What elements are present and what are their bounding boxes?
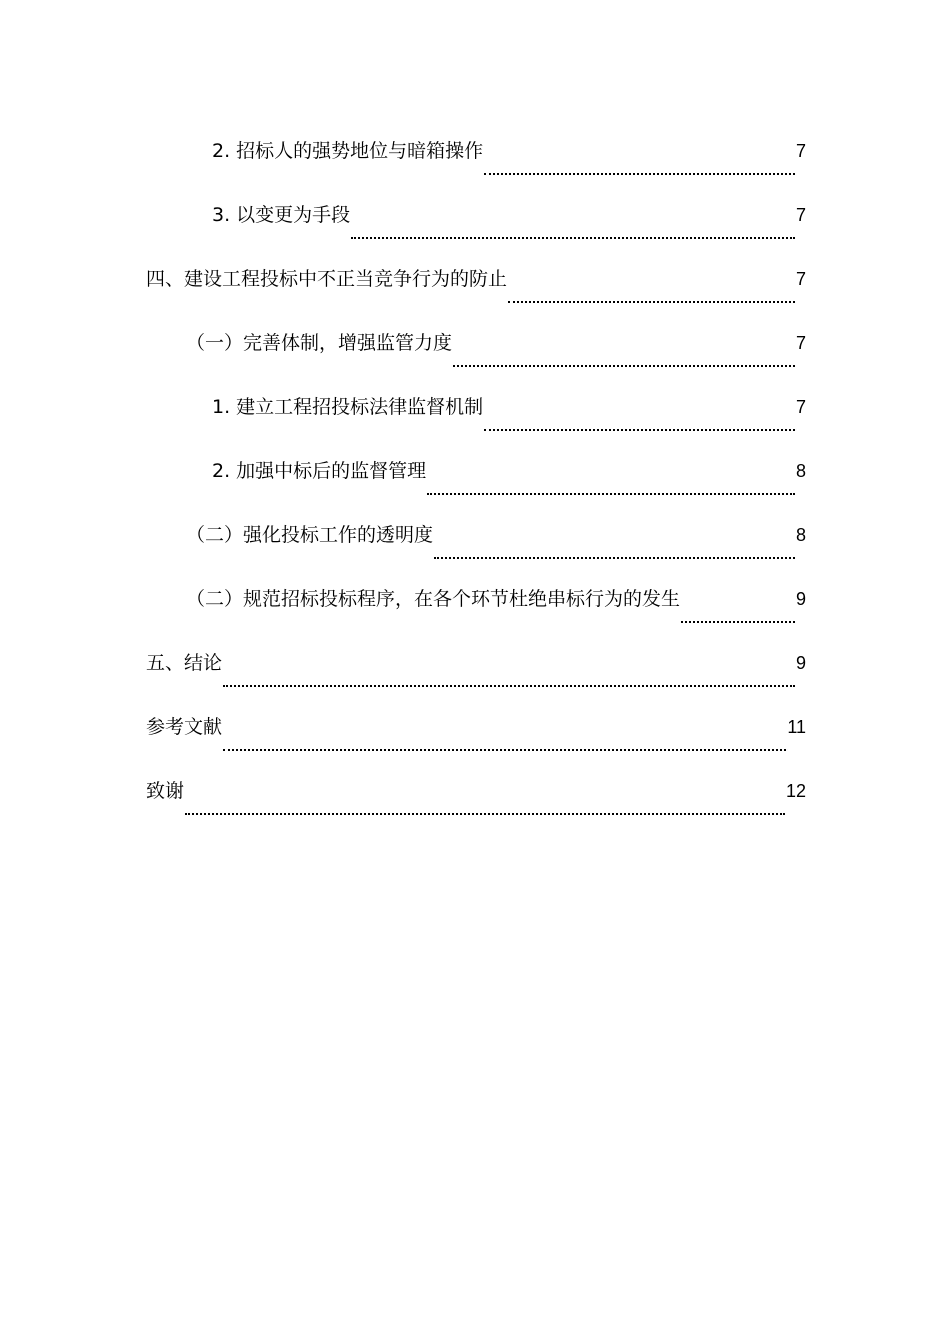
toc-entry-page: 8 bbox=[795, 461, 806, 481]
toc-entry[interactable] bbox=[146, 709, 806, 773]
toc-dot-leader bbox=[223, 665, 795, 687]
toc-entry-page: 7 bbox=[795, 269, 806, 289]
toc-entry-page: 9 bbox=[795, 653, 806, 673]
toc-entry-title: 参考文献 bbox=[146, 716, 223, 738]
toc-entry-title: 1. 建立工程招投标法律监督机制 bbox=[212, 396, 484, 418]
toc-dot-leader bbox=[681, 601, 795, 623]
toc-dot-leader bbox=[351, 217, 795, 239]
toc-entry[interactable] bbox=[146, 133, 806, 197]
toc-entry-page: 7 bbox=[795, 141, 806, 161]
toc-entry[interactable] bbox=[146, 453, 806, 517]
toc-entry[interactable] bbox=[146, 645, 806, 709]
toc-entry[interactable] bbox=[146, 197, 806, 261]
toc-dot-leader bbox=[484, 409, 795, 431]
toc-entry[interactable] bbox=[146, 389, 806, 453]
toc-entry[interactable] bbox=[146, 581, 806, 645]
toc-entry-title: 3. 以变更为手段 bbox=[212, 204, 351, 226]
toc-entry-page: 11 bbox=[787, 717, 806, 737]
table-of-contents bbox=[146, 133, 806, 837]
toc-entry-page: 9 bbox=[795, 589, 806, 609]
toc-entry-title: 2. 加强中标后的监督管理 bbox=[212, 460, 427, 482]
toc-dot-leader bbox=[427, 473, 795, 495]
toc-dot-leader bbox=[434, 537, 795, 559]
toc-dot-leader bbox=[223, 729, 786, 751]
toc-entry-title: 五、结论 bbox=[146, 652, 223, 674]
toc-dot-leader bbox=[508, 281, 795, 303]
toc-entry-page: 7 bbox=[795, 205, 806, 225]
toc-entry-title: 致谢 bbox=[146, 780, 185, 802]
toc-entry-page: 7 bbox=[795, 333, 806, 353]
toc-dot-leader bbox=[453, 345, 795, 367]
toc-dot-leader bbox=[484, 153, 795, 175]
toc-dot-leader bbox=[185, 793, 785, 815]
toc-entry[interactable] bbox=[146, 773, 806, 837]
toc-entry-title: 四、建设工程投标中不正当竞争行为的防止 bbox=[146, 268, 508, 290]
toc-entry-title: （二）强化投标工作的透明度 bbox=[186, 524, 434, 546]
toc-entry[interactable] bbox=[146, 261, 806, 325]
toc-entry-page: 8 bbox=[795, 525, 806, 545]
toc-entry-title: （二）规范招标投标程序，在各个环节杜绝串标行为的发生 bbox=[186, 588, 681, 610]
toc-entry[interactable] bbox=[146, 325, 806, 389]
toc-entry-title: （一）完善体制，增强监管力度 bbox=[186, 332, 453, 354]
toc-entry-title: 2. 招标人的强势地位与暗箱操作 bbox=[212, 140, 484, 162]
toc-entry[interactable] bbox=[146, 517, 806, 581]
toc-entry-page: 7 bbox=[795, 397, 806, 417]
toc-entry-page: 12 bbox=[785, 781, 806, 801]
